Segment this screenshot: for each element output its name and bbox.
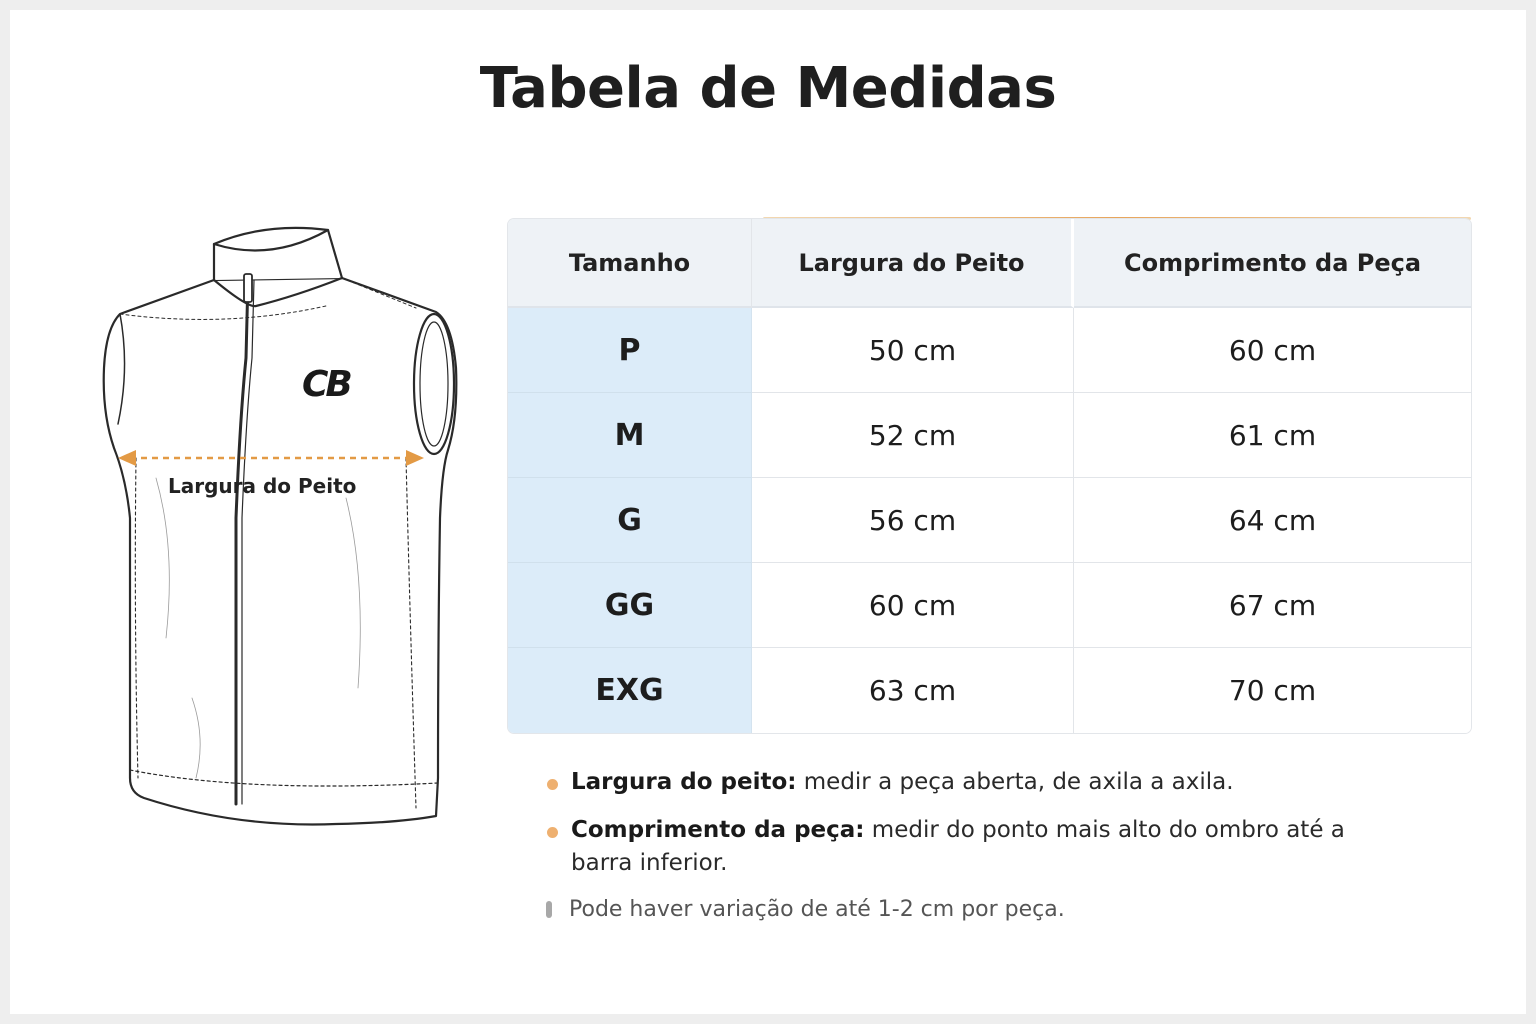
bullet-dot-icon: [547, 827, 558, 838]
note-text: medir a peça aberta, de axila a axila.: [796, 769, 1234, 795]
header-chest: Largura do Peito: [752, 219, 1074, 308]
size-cell: EXG: [508, 648, 752, 733]
header-length: Comprimento da Peça: [1074, 219, 1471, 308]
table-row: [508, 478, 1471, 563]
variation-disclaimer: [545, 895, 1385, 925]
length-cell: 61 cm: [1074, 393, 1471, 478]
measurement-notes: [545, 766, 1385, 925]
table-body: [508, 219, 1471, 733]
vest-logo: CB: [302, 364, 350, 405]
bullet-dot-icon: [547, 779, 558, 790]
chest-cell: 50 cm: [752, 308, 1074, 393]
table-header-row: [508, 219, 1471, 308]
note-chest: [545, 766, 1385, 799]
chest-cell: 60 cm: [752, 563, 1074, 648]
length-cell: 70 cm: [1074, 648, 1471, 733]
length-cell: 60 cm: [1074, 308, 1471, 393]
size-cell: GG: [508, 563, 752, 648]
table-row: [508, 563, 1471, 648]
size-cell: M: [508, 393, 752, 478]
note-term: Largura do peito:: [571, 769, 797, 795]
size-cell: G: [508, 478, 752, 563]
page-title: Tabela de Medidas: [479, 56, 1057, 121]
size-cell: P: [508, 308, 752, 393]
note-length: [545, 814, 1385, 880]
table-row: [508, 308, 1471, 393]
table-row: [508, 648, 1471, 733]
header-size: Tamanho: [508, 219, 752, 308]
note-term: Comprimento da peça:: [571, 817, 865, 843]
vest-illustration: [96, 218, 466, 838]
info-bar-icon: [546, 901, 552, 918]
length-cell: 64 cm: [1074, 478, 1471, 563]
chest-cell: 63 cm: [752, 648, 1074, 733]
table-row: [508, 393, 1471, 478]
disclaimer-text: Pode haver variação de até 1-2 cm por peça.: [569, 897, 1065, 922]
chest-measure-label: Largura do Peito: [168, 474, 357, 498]
chest-cell: 56 cm: [752, 478, 1074, 563]
chest-cell: 52 cm: [752, 393, 1074, 478]
length-cell: 67 cm: [1074, 563, 1471, 648]
note-text: medir do ponto mais alto do ombro até a barra inferior.: [571, 817, 1345, 876]
